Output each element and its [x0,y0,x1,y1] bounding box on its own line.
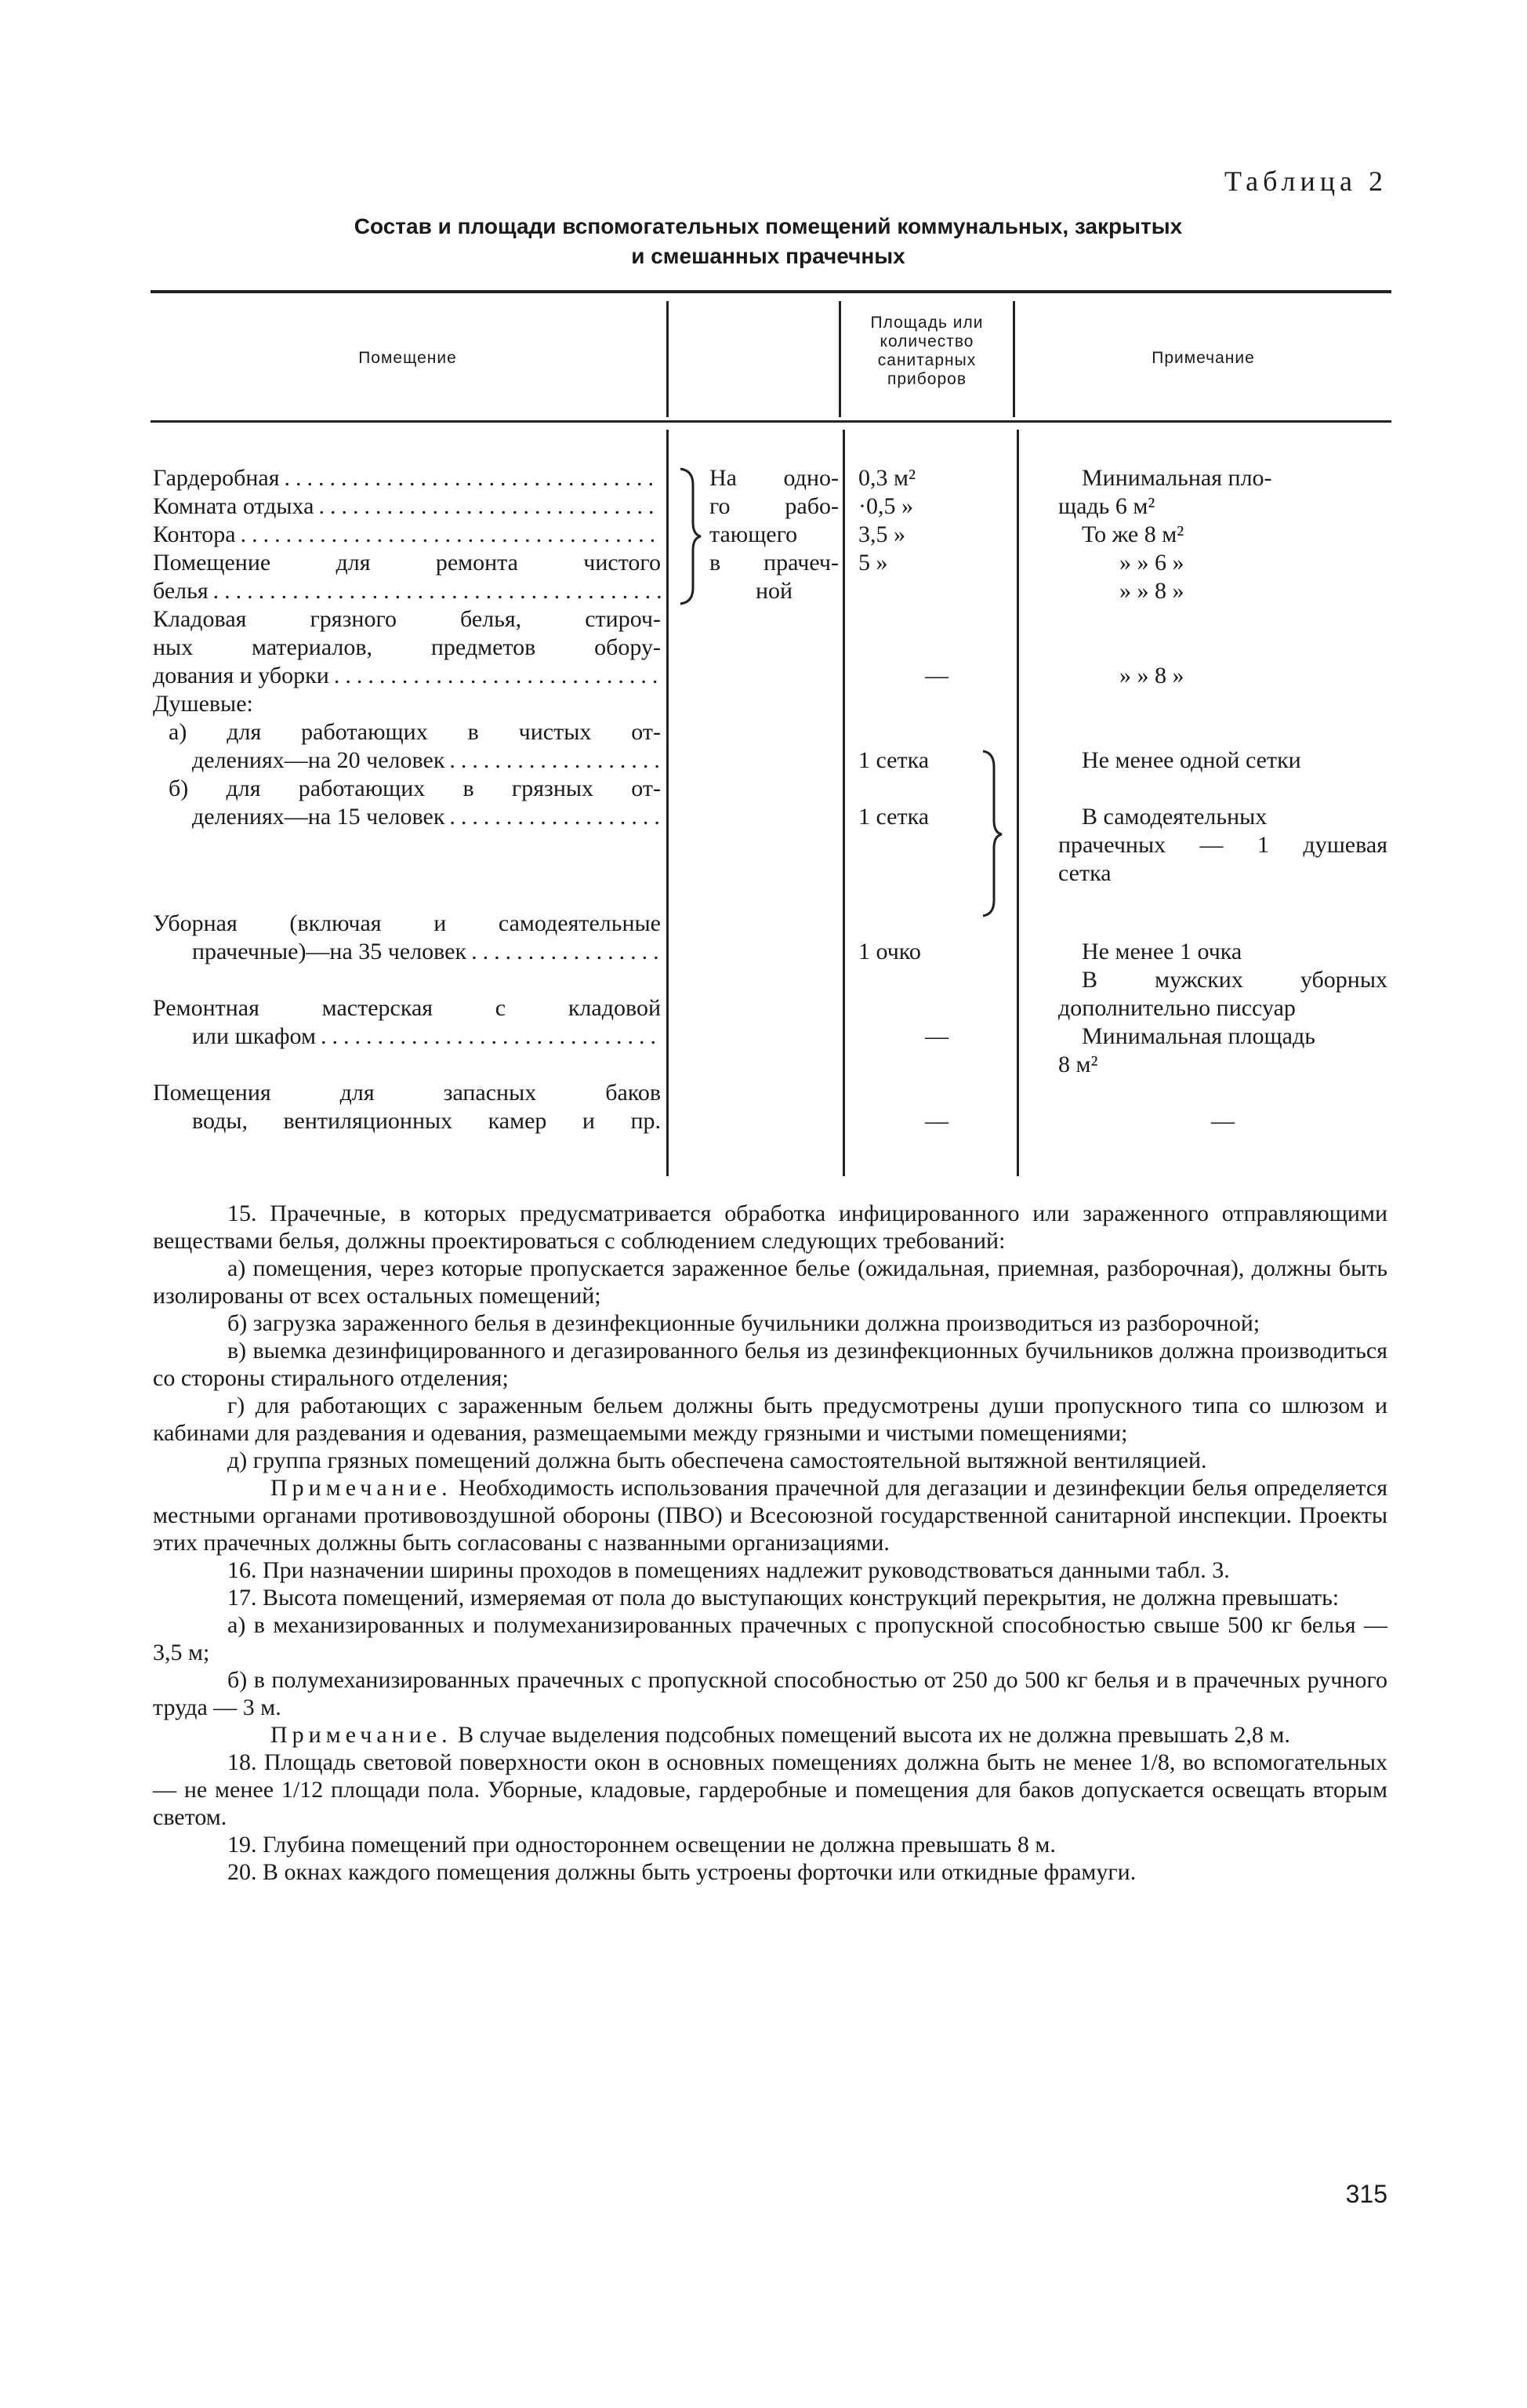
body-text [153,1200,1387,1886]
paragraph-19: 19. Глубина помещений при одностороннем освещении не должна превышать 8 м. [227,1832,1056,1858]
note-line: В самодеятельных [1082,804,1268,830]
per-worker-line-4: в прачеч- [709,550,839,576]
table-room-column [153,464,661,831]
paragraph-15b: б) загрузка зараженного белья в дезинфекционные бучильники должна производиться из разборочной; [227,1310,1260,1336]
table-row: Душевые: [153,691,253,717]
table-row: или шкафом ..... [153,1022,661,1051]
note-line: То же 8 м² [1082,521,1184,547]
paragraph-18: 18. Площадь световой поверхности окон в основных помещениях должна быть не менее 1/8, во вспомогательных — не менее 1/12 площади пола. Уборные, кладовые, гардеробные и помещения для баков допускается освещать вторым светом. [153,1749,1387,1830]
paragraph-15c: в) выемка дезинфицированного и дегазированного белья из дезинфекционных бучильников должна производиться со стороны стирального отделения; [153,1338,1387,1391]
header-area-line-3: санитарных [877,351,977,369]
paragraph-17: 17. Высота помещений, измеряемая от пола до выступающих конструкций перекрытия, не должна превышать: [227,1585,1340,1611]
table-room-column-3 [153,994,661,1051]
table-title-line-1: Состав и площади вспомогательных помещений коммунальных, закрытых [354,214,1183,238]
paragraph-17b: б) в полумеханизированных прачечных с пропускной способностью от 250 до 500 кг белья и в прачечных ручного труда — 3 м. [153,1667,1387,1720]
table-row: б) для работающих в грязных от- [169,775,661,801]
table-row: Контора ..... [153,521,661,549]
note-2: Примечание. В случае выделения подсобных помещений высота их не должна превышать 2,8 м. [270,1722,1290,1748]
table-row: воды, вентиляционных камер и пр. [192,1108,661,1134]
note-line: Минимальная пло- [1082,465,1272,491]
table-row: белья ..... [153,577,661,605]
table-title [235,212,1301,271]
note-line: В мужских уборных [1082,967,1387,993]
area-value: 1 сетка [858,804,930,830]
note-line: » » 8 » [1119,578,1184,604]
table-row: Комната отдыха ..... [153,492,661,521]
header-area-line-4: приборов [887,370,967,388]
area-value: 3,5 » [858,521,905,547]
table-row: Уборная (включая и самодеятельные [153,910,661,936]
column-divider-3 [1013,301,1015,417]
note-block [1058,938,1387,1079]
table-row: прачечные)—на 35 человек ..... [153,938,661,966]
table-room-column-2 [153,910,661,966]
header-bottom-rule [151,420,1391,423]
table-row: Помещение для ремонта чистого [153,550,661,576]
column-divider-1 [666,301,669,417]
area-value: ·0,5 » [858,493,913,519]
area-value: 1 сетка [858,747,930,773]
per-worker-line-5: ной [755,578,793,604]
table-row: делениях—на 20 человек ..... [153,746,661,775]
table-row: Помещения для запасных баков [153,1080,661,1106]
column-divider-2-body [843,430,845,1176]
area-value: 5 » [858,550,888,576]
paragraph-17a: а) в механизированных и полумеханизированных прачечных с пропускной способностью свыше 500 кг белья — 3,5 м; [153,1612,1387,1665]
table-note-column [1058,464,1387,605]
note-line: — [1211,1108,1235,1134]
table-label: Таблица 2 [1224,165,1387,197]
per-worker-line-2: го рабо- [709,493,839,519]
table-area-column [858,464,1015,577]
header-note: Примечание [1152,349,1255,367]
note-line: Минимальная площадь [1082,1023,1315,1049]
left-brace-icon [676,467,704,605]
paragraph-15a: а) помещения, через которые пропускается зараженное белье (ожидальная, приемная, разборочная), должны быть изолированы от всех остальных помещений; [153,1255,1387,1309]
per-worker-line-1: На одно- [709,465,839,491]
note-line: 8 м² [1058,1051,1098,1077]
column-divider-1-body [666,430,669,1176]
area-value: 1 очко [858,939,921,964]
column-divider-3-body [1017,430,1019,1176]
note-line: дополнительно писсуар [1058,995,1296,1021]
column-divider-2 [839,301,841,417]
paragraph-15: 15. Прачечные, в которых предусматривается обработка инфицированного или зараженного отправляющими веществами белья, должны проектироваться с соблюдением следующих требований: [153,1200,1387,1254]
page-number: 315 [1345,2180,1387,2208]
note-line: » » 8 » [1119,663,1184,688]
note-1: Примечание. Необходимость использования прачечной для дегазации и дезинфекции белья определяется местными органами противовоздушной обороны (ПВО) и Всесоюзной государственной санитарной инспекции. Проекты этих прачечных должны быть согласованы с названными организациями. [153,1475,1387,1556]
fraction: 1/12 [281,1777,324,1803]
area-value: — [925,1023,948,1049]
right-brace-icon [980,750,1011,917]
header-area-line-1: Площадь или [870,314,984,332]
note-line: щадь 6 м² [1058,493,1155,519]
area-value: 0,3 м² [858,465,916,491]
note-line: прачечных — 1 душевая [1058,832,1387,858]
table-row: ных материалов, предметов обору- [153,634,661,660]
paragraph-16: 16. При назначении ширины проходов в помещениях надлежит руководствоваться данными табл. 3. [227,1557,1230,1583]
table-column-per-worker [709,464,839,605]
per-worker-line-3: тающего [709,521,798,547]
note-line: Не менее одной сетки [1082,747,1301,773]
header-room: Помещение [358,349,457,367]
note-line: сетка [1058,860,1112,886]
table-row: делениях—на 15 человек ..... [153,803,661,831]
paragraph-15e: д) группа грязных помещений должна быть обеспечена самостоятельной вытяжной вентиляцией. [227,1447,1207,1473]
table-row: Кладовая грязного белья, стироч- [153,606,661,632]
paragraph-15d: г) для работающих с зараженным бельем должны быть предусмотрены души пропускного типа со шлюзом и кабинами для раздевания и одевания, размещаемыми между грязными и чистыми помещениями; [153,1393,1387,1446]
table-row: а) для работающих в чистых от- [169,719,661,745]
header-area [843,314,1011,389]
area-value: — [925,1108,948,1134]
table-top-rule [151,290,1391,293]
header-area-line-2: количество [880,332,974,350]
table-row: дования и уборки ..... [153,662,661,690]
area-value: — [925,663,948,688]
note-line: » » 6 » [1119,550,1184,576]
table-title-line-2: и смешанных прачечных [631,244,905,268]
note-label: Примечание. [270,1475,452,1501]
note-label: Примечание. [270,1722,452,1748]
paragraph-20: 20. В окнах каждого помещения должны быть устроены форточки или откидные фрамуги. [227,1859,1137,1885]
fraction: 1/8 [1139,1749,1170,1775]
table-room-column-4 [153,1079,661,1135]
note-block [1058,803,1387,888]
table-row: Ремонтная мастерская с кладовой [153,995,661,1021]
table-row: Гардеробная ..... [153,464,661,492]
note-line: Не менее 1 очка [1082,939,1242,964]
